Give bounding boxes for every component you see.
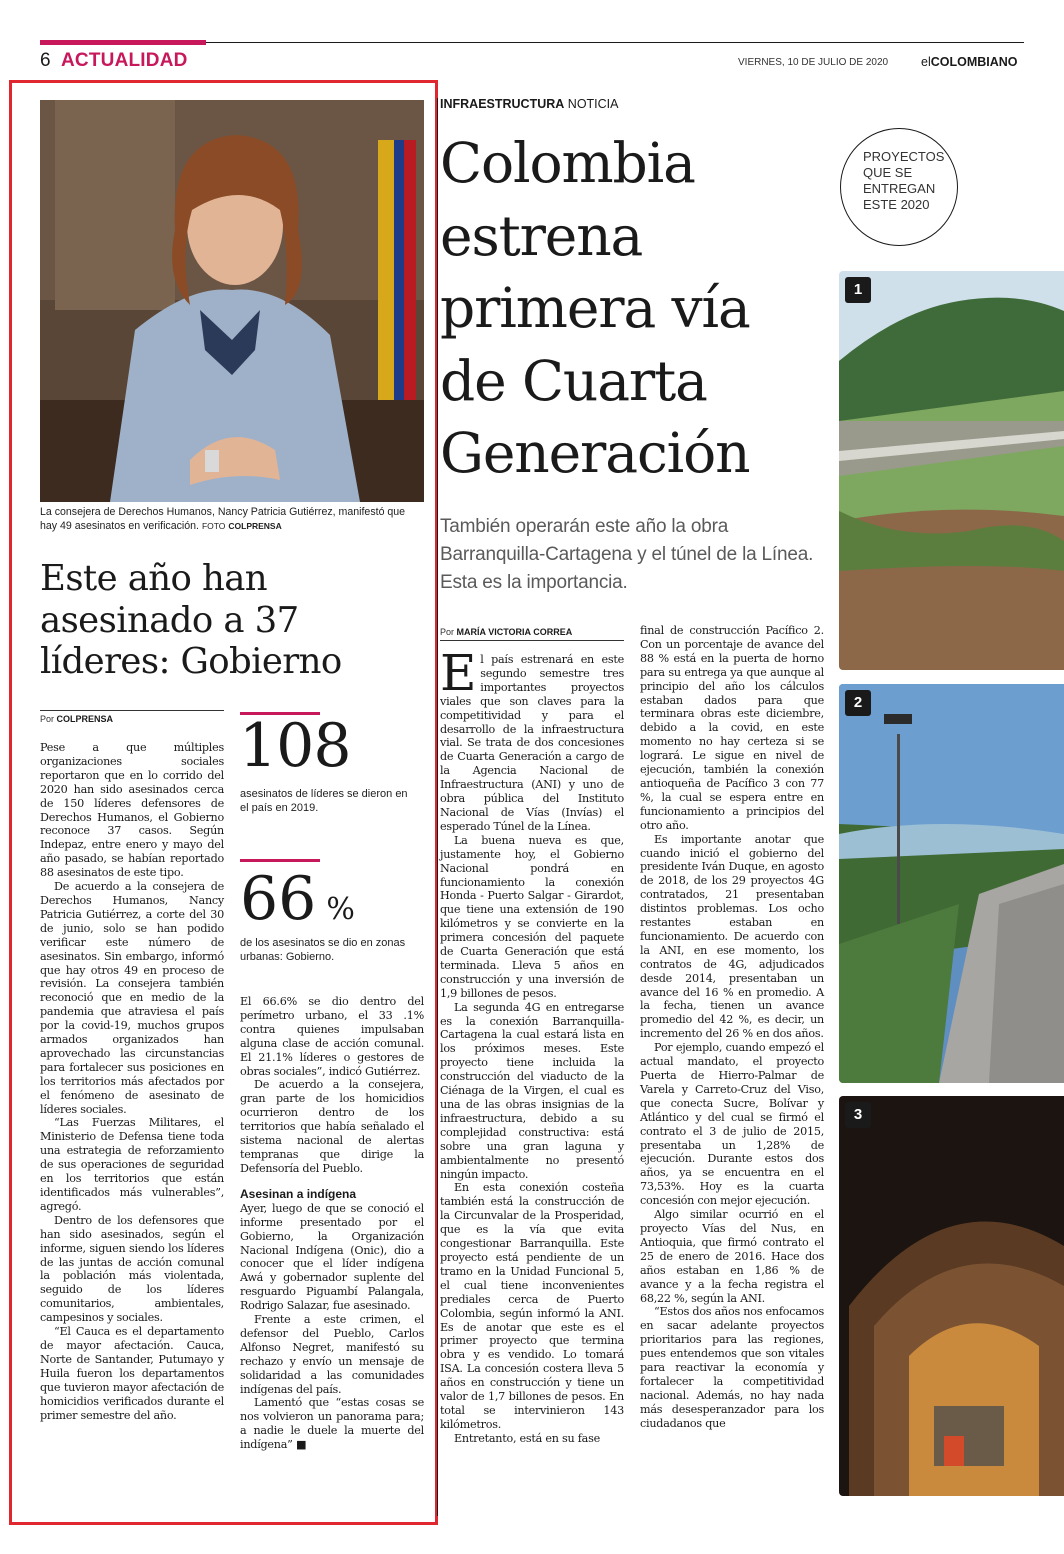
left-col2b-para: Ayer, luego de que se conoció el informe presentado por el Gobierno, la Organización Nacional Indígena (Onic), dio a conocer que el líder indígena Awá y gobernador suplente del resguardo Piguambí Palangala, Rodrigo Salazar, fue asesinado. bbox=[240, 1201, 424, 1313]
left-col2-para: El 66.6% se dio dentro del perímetro urbano, el 33 .1% contra quienes impulsaban alguna clase de acción comunal. El 21.1% líderes o gestores de obras sociales”, indicó Gutiérrez. bbox=[240, 995, 424, 1078]
left-col1-para: Dentro de los defensores que han sido asesinados, según el informe, siguen siendo los líderes de las juntas de acción comunal la población más violentada, seguido de los líderes comunitarios, ambientales, campesinos y sociales. bbox=[40, 1213, 224, 1325]
photo-caption-text: La consejera de Derechos Humanos, Nancy Patricia Gutiérrez, manifestó que hay 49 asesinatos en verificación. bbox=[40, 506, 406, 532]
left-headline: Este año han asesinado a 37 líderes: Gobierno bbox=[40, 558, 342, 682]
stat2-text: de los asesinatos se dio en zonas urbanas: Gobierno. bbox=[240, 937, 406, 963]
project-badge-3: 3 bbox=[845, 1102, 871, 1128]
photo-caption bbox=[40, 506, 424, 534]
left-col1-para: “El Cauca es el departamento de mayor afectación. Cauca, Norte de Santander, Putumayo y Huila fueron los departamentos que tuvieron mayor afectación de homicidios verificados durante el primer semestre del año. bbox=[40, 1325, 224, 1422]
stat2-accent-bar bbox=[240, 859, 320, 862]
brand-name: COLOMBIANO bbox=[930, 55, 1018, 69]
left-col2b-para: Frente a este crimen, el defensor del Pueblo, Carlos Alfonso Negret, manifestó su rechazo y envío un mensaje de solidaridad a las comunidades indígenas del país. bbox=[240, 1313, 424, 1396]
main-col1-para: l país estrenará en este segundo semestre tres importantes proyectos viales que son claves para la competitividad y para el desarrollo de la infraestructura vial. Se trata de dos concesiones de Cuarta Generación a cargo de la Agencia Nacional de Infraestructura (ANI) y uno de obra pública del Instituto Nacional de Vías (Invías) el esperado Túnel de la Línea. bbox=[440, 653, 624, 833]
projects-circle-label: PROYECTOS QUE SE ENTREGAN ESTE 2020 bbox=[863, 149, 945, 212]
project-badge-2: 2 bbox=[845, 690, 871, 716]
main-column-rule bbox=[437, 98, 438, 1516]
left-byline-rule bbox=[40, 710, 224, 711]
main-byline bbox=[440, 627, 572, 637]
main-col1-para: La segunda 4G en entregarse es la conexión Barranquilla-Cartagena la cual estará lista en los próximos meses. Este proyecto tiene incluida la construcción del viaducto de la Ciénaga de la Virgen, el cual es una de las obras insignias de la infraestructura, debido a su complejidad constructiva: está sobre una gran laguna y ambientalmente no presentó ningún impacto. bbox=[440, 1000, 624, 1181]
stat2-value: 66 bbox=[240, 864, 317, 934]
main-headline: Colombia estrena primera vía de Cuarta Generación bbox=[440, 131, 750, 485]
main-column-1 bbox=[440, 644, 624, 1446]
left-column-2 bbox=[240, 995, 424, 1452]
main-byline-prefix: Por bbox=[440, 627, 455, 637]
tunnel-photo bbox=[839, 1096, 1064, 1496]
brand-prefix: el bbox=[921, 55, 931, 69]
road-valley-photo bbox=[839, 271, 1064, 670]
main-col2-para: “Estos dos años nos enfocamos en sacar adelante proyectos prioritarios para las regiones, pues entendemos que son vitales para reactivar la economía y fortalecer la competitividad nacional. Además, no hay nada más desesperanzador para los ciudadanos que bbox=[640, 1305, 824, 1430]
left-col2b-para bbox=[240, 1396, 424, 1452]
main-col2-para: final de construcción Pacífico 2. Con un porcentaje de avance del 88 % está en la puerta de horno para su entrega ya que aunque al principio del año los cálculos estaban dados para que terminara obras este diciembre, debido a la covid, en este momento no hay certeza si se logrará. Le sigue en nivel de ejecución, también la conexión antioqueña de Pacífico 3 con 77 %, la cual se espera entre en funcionamiento a principios del otro año. bbox=[640, 624, 824, 832]
left-byline-prefix: Por bbox=[40, 714, 55, 724]
left-col2b-last-text: Lamentó que “estas cosas se nos volvieron un panorama para; a nadie le duele la muerte del indígena” bbox=[240, 1396, 424, 1452]
stat2-value-row bbox=[240, 863, 355, 935]
kicker-type: NOTICIA bbox=[567, 97, 619, 111]
main-byline-name: MARÍA VICTORIA CORREA bbox=[456, 627, 573, 637]
project-photo-1 bbox=[839, 271, 1064, 670]
main-col1-para: En esta conexión costeña también está la construcción de la Circunvalar de la Prosperidad, que es la vía que evita congestionar Barranquilla. Este proyecto está pendiente de un tramo en la Unidad Funcional 5, el cual tiene inconvenientes prediales cerca de Puerto Colombia, según informó la ANI. Es de anotar que este es el primer proyecto que termina obra y es vendido. Lo tomará ISA. La concesión costera lleva 5 años en construcción y tiene un valor de 1,7 billones de pesos. En total se intervinieron 143 kilómetros. bbox=[440, 1181, 624, 1431]
stat1-text: asesinatos de líderes se dieron en el país en 2019. bbox=[240, 788, 408, 814]
main-column-2 bbox=[640, 624, 824, 1431]
left-byline-name: COLPRENSA bbox=[56, 714, 114, 724]
main-col1-para: Entretanto, está en su fase bbox=[454, 1431, 600, 1445]
project-photo-3 bbox=[839, 1096, 1064, 1496]
left-byline bbox=[40, 714, 113, 724]
projects-circle bbox=[840, 128, 958, 246]
left-col1-para: “Las Fuerzas Militares, el Ministerio de Defensa tiene toda una estrategia de reforzamiento de sus operaciones de seguridad en los territorios que están identificados más vulnerables”, agregó. bbox=[40, 1116, 224, 1213]
photo-credit-label: FOTO bbox=[201, 520, 226, 531]
consejera-photo-image bbox=[40, 100, 424, 502]
main-byline-rule bbox=[440, 640, 624, 641]
left-subhead: Asesinan a indígena bbox=[240, 1186, 357, 1201]
main-col2-para: Es importante anotar que cuando inició el gobierno del presidente Iván Duque, en agosto de 2018, de los 29 proyectos 4G contratados, 21 presentaban distintos problemas. Los ocho restantes estaban en funcionamiento. De acuerdo con la ANI, en ese momento, los contratos de 4G, adjudicados desde 2014, presentaban un avance del 16 % en promedio. A la fecha, tienen un avance promedio del 42 %, es decir, un incremento del 26 % en dos años. bbox=[640, 832, 824, 1041]
consejera-photo bbox=[40, 100, 424, 502]
section-label: ACTUALIDAD bbox=[61, 50, 188, 71]
main-col1-para: La buena nueva es que, justamente hoy, el Gobierno Nacional pondrá en funcionamiento la conexión Honda - Puerto Salgar - Girardot, que tiene una extensión de 190 kilómetros y se convierte en la primera concesión del paquete de Cuarta Generación que está terminada. Lleva 5 años en construcción y una inversión de 1,9 billones de pesos. bbox=[440, 833, 624, 1000]
stat2-unit: % bbox=[326, 892, 355, 927]
left-col1-para: De acuerdo a la consejera de Derechos Humanos, Nancy Patricia Gutiérrez, a corte del 30 de junio, solo se han podido verificar este número de asesinatos. Sin embargo, informó que hay otros 49 en proceso de revisión. La consejera también reconoció que en medio de la pandemia que atraviesa el país por la covid-19, muchos grupos armados organizados han aprovechado las circunstancias para fortalecer sus posiciones en los territorios más afectados por el fenómeno de asesinato de líderes sociales. bbox=[40, 880, 224, 1116]
highway-photo bbox=[839, 684, 1064, 1083]
dropcap: E bbox=[440, 644, 477, 702]
left-col1-para: Pese a que múltiples organizaciones sociales reportaron que en lo corrido del 2020 han sido asesinados cerca de 150 líderes defensores de Derechos Humanos, el Gobierno reconoce 37 casos. Según Indepaz, entre enero y mayo del año pasado, se habían reportado 88 asesinatos de este tipo. bbox=[40, 741, 224, 880]
main-col2-para: Algo similar ocurrió en el proyecto Vías del Nus, en Antioquia, que firmó contrato el 25 de enero de 2016. Hace dos años estaban en 1,86 % de avance y a la fecha registra el 68,22 %, según la ANI. bbox=[640, 1208, 824, 1305]
end-mark: ■ bbox=[295, 1438, 307, 1452]
brand-logo bbox=[921, 55, 1018, 69]
left-col2-para: De acuerdo a la consejera, gran parte de los homicidios ocurrieron dentro de los territorios que había señalado el sistema nacional de alertas tempranas que dirige la Defensoría del Pueblo. bbox=[240, 1078, 424, 1175]
header-date: VIERNES, 10 DE JULIO DE 2020 bbox=[738, 57, 889, 68]
header-rule bbox=[206, 42, 1024, 43]
main-col2-para: Por ejemplo, cuando empezó el actual mandato, el proyecto Puerta de Hierro-Palmar de Varela y Carreto-Cruz del Viso, que conecta Sucre, Bolívar y Atlántico y del cual se firmó el contrato el 3 de julio de 2015, presentaba un 1,28% de ejecución. Durante estos dos años, ya se encuentra en el 73,53%. Hoy es la cuarta concesión con mejor ejecución. bbox=[640, 1041, 824, 1208]
left-column-1 bbox=[40, 741, 224, 1422]
page-number: 6 bbox=[40, 50, 51, 71]
main-deck: También operarán este año la obra Barranquilla-Cartagena y el túnel de la Línea. Esta es la importancia. bbox=[440, 516, 814, 593]
main-kicker bbox=[440, 97, 619, 111]
stat1-value: 108 bbox=[239, 711, 351, 781]
project-badge-1: 1 bbox=[845, 277, 871, 303]
project-photo-2 bbox=[839, 684, 1064, 1083]
kicker-section: INFRAESTRUCTURA bbox=[440, 97, 565, 111]
header-accent-bar bbox=[40, 40, 206, 45]
photo-credit: COLPRENSA bbox=[228, 520, 282, 531]
